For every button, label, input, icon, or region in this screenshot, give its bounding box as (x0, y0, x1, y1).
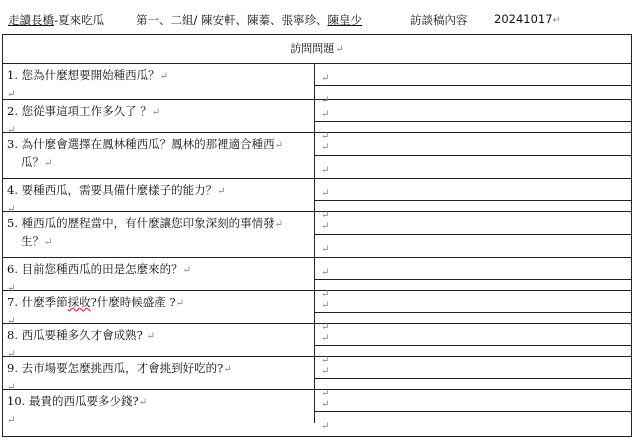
question-text (7, 261, 310, 279)
answer-cell[interactable] (315, 156, 631, 178)
question-line-2: 瓜？ (21, 155, 44, 169)
question-line-2: 生？ (21, 234, 44, 248)
question-line-1: 1. 您為什麼想要開始種西瓜？ (7, 68, 160, 82)
table-row (3, 291, 631, 333)
table-row (3, 324, 631, 366)
paragraph-mark-icon: ↵ (175, 298, 185, 309)
table-row (3, 357, 631, 399)
paragraph-mark-icon: ↵ (7, 382, 16, 393)
paragraph-mark-icon: ↵ (159, 71, 169, 82)
paragraph-mark-icon: ↵ (321, 165, 330, 176)
question-cell (3, 212, 315, 257)
answer-column (315, 212, 631, 257)
paragraph-mark-icon: ↵ (44, 237, 53, 248)
question-text (7, 215, 310, 233)
paragraph-mark-icon: ↵ (321, 73, 330, 84)
question-cell (3, 64, 315, 99)
answer-column (315, 133, 631, 178)
answer-column (315, 357, 631, 399)
answer-cell[interactable] (315, 258, 631, 280)
question-line-1: 9. 去市場要怎麼挑西瓜，才會挑到好吃的? (7, 361, 224, 375)
paragraph-mark-icon: ↵ (7, 415, 16, 426)
answer-cell[interactable] (315, 64, 631, 86)
answer-cell[interactable] (315, 390, 631, 412)
question-line-1: 5. 種西瓜的歷程當中，有什麼讓您印象深刻的事情發 (7, 216, 275, 230)
question-continuation (7, 233, 310, 251)
question-line-1: 2. 您從事這項工作多久了 ？ (7, 104, 152, 118)
question-line-1: 4. 要種西瓜，需要具備什麼樣子的能力？ (7, 183, 218, 197)
question-cell (3, 324, 315, 360)
table-title: 訪問問題 (290, 42, 335, 55)
doc-date (494, 12, 561, 26)
paragraph-mark-icon: ↵ (321, 388, 330, 399)
answer-column (315, 100, 631, 142)
paragraph-mark-icon: ↵ (335, 44, 344, 55)
question-text (7, 182, 310, 200)
question-text (7, 327, 310, 345)
question-cell (3, 357, 315, 393)
paragraph-mark-icon: ↵ (321, 95, 330, 106)
question-continuation (7, 411, 310, 429)
paragraph-mark-icon: ↵ (321, 188, 330, 199)
answer-cell[interactable] (315, 179, 631, 201)
paragraph-mark-icon: ↵ (7, 89, 16, 100)
question-line-1: 3. 為什麼會選擇在鳳林種西瓜？鳳林的那裡適合種西 (7, 137, 275, 151)
course-name: 走讀長橋 (8, 13, 54, 27)
answer-cell[interactable] (315, 324, 631, 346)
question-text (7, 393, 310, 411)
page-header (0, 0, 637, 32)
group-member-last: 陳皇少 (327, 13, 363, 27)
paragraph-mark-icon: ↵ (7, 316, 16, 327)
course-subtitle: -夏來吃瓜 (54, 13, 105, 27)
question-text (7, 103, 310, 121)
paragraph-mark-icon: ↵ (274, 140, 284, 151)
table-row (3, 64, 631, 106)
answer-column (315, 179, 631, 221)
paragraph-mark-icon: ↵ (321, 109, 330, 120)
question-text (7, 67, 310, 85)
paragraph-mark-icon: ↵ (182, 265, 192, 276)
question-cell (3, 100, 315, 136)
group-members-list: 第一、二組/ 陳安軒、陳蓁、張寧珍、 (136, 13, 328, 27)
question-cell (3, 133, 315, 178)
paragraph-mark-icon: ↵ (321, 333, 330, 344)
table-row (3, 179, 631, 221)
answer-column (315, 64, 631, 106)
answer-column (315, 324, 631, 366)
spellcheck-mark: 採收 (67, 295, 91, 309)
answer-cell[interactable] (315, 212, 631, 235)
question-cell (3, 258, 315, 294)
answer-column (315, 258, 631, 300)
table-row (3, 100, 631, 142)
table-row (3, 212, 631, 258)
answer-column (315, 390, 631, 432)
paragraph-mark-icon: ↵ (321, 210, 330, 221)
question-line-1: 8. 西瓜要種多久才會成熟? (7, 328, 147, 342)
paragraph-mark-icon: ↵ (151, 107, 161, 118)
table-row (3, 390, 631, 432)
paragraph-mark-icon: ↵ (146, 331, 155, 342)
doc-label: 訪談稿內容 (410, 13, 468, 27)
question-text (7, 360, 310, 378)
paragraph-mark-icon: ↵ (321, 399, 330, 410)
question-line-1: 7. 什麼季節採收?什麼時候盛產 ? (7, 295, 176, 309)
answer-cell[interactable] (315, 291, 631, 313)
paragraph-mark-icon: ↵ (321, 244, 330, 255)
paragraph-mark-icon: ↵ (321, 322, 330, 333)
course-title (8, 12, 104, 28)
doc-date-value: 20241017 (494, 12, 553, 26)
interview-table (2, 34, 632, 437)
answer-cell[interactable] (315, 357, 631, 379)
paragraph-mark-icon: ↵ (7, 349, 16, 360)
question-cell (3, 179, 315, 215)
paragraph-mark-icon: ↵ (7, 125, 16, 136)
question-text (7, 136, 310, 154)
paragraph-mark-icon: ↵ (321, 131, 330, 142)
paragraph-mark-icon: ↵ (217, 186, 226, 197)
question-cell (3, 291, 315, 327)
question-text (7, 294, 310, 312)
question-rows (3, 64, 631, 432)
paragraph-mark-icon: ↵ (552, 15, 561, 26)
question-line-1: 10. 最貴的西瓜要多少錢? (7, 394, 139, 408)
paragraph-mark-icon: ↵ (321, 267, 330, 278)
answer-cell[interactable] (315, 412, 631, 433)
paragraph-mark-icon: ↵ (223, 364, 232, 375)
paragraph-mark-icon: ↵ (321, 221, 330, 232)
answer-column (315, 291, 631, 333)
table-row (3, 133, 631, 179)
paragraph-mark-icon: ↵ (321, 421, 330, 432)
answer-cell[interactable] (315, 235, 631, 257)
answer-cell[interactable] (315, 133, 631, 156)
paragraph-mark-icon: ↵ (7, 283, 16, 294)
answer-cell[interactable] (315, 100, 631, 122)
paragraph-mark-icon: ↵ (274, 219, 284, 230)
question-cell (3, 390, 315, 426)
paragraph-mark-icon: ↵ (321, 300, 330, 311)
question-line-1: 6. 目前您種西瓜的田是怎麼來的？ (7, 262, 183, 276)
paragraph-mark-icon: ↵ (138, 397, 147, 408)
paragraph-mark-icon: ↵ (321, 289, 330, 300)
question-continuation (7, 154, 310, 172)
table-row (3, 258, 631, 300)
paragraph-mark-icon: ↵ (321, 142, 330, 153)
paragraph-mark-icon: ↵ (44, 158, 53, 169)
paragraph-mark-icon: ↵ (321, 355, 330, 366)
paragraph-mark-icon: ↵ (7, 204, 16, 215)
group-members (136, 12, 362, 28)
table-title-row (3, 35, 631, 64)
paragraph-mark-icon: ↵ (321, 366, 330, 377)
